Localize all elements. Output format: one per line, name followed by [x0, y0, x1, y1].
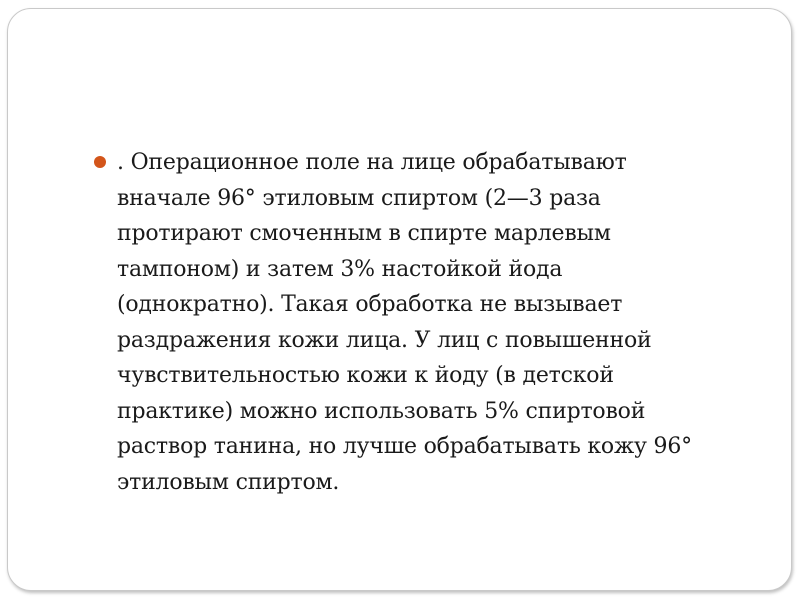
slide [7, 8, 792, 591]
bullet-dot-icon [94, 156, 106, 168]
paragraph-text: . Операционное поле на лице обрабатывают вначале 96° этиловым спиртом (2—3 раза протирают смоченным в спирте марлевым тампоном) и затем 3% настойкой йода (однократно). Такая обработка не вызывает раздражения кожи лица. У лиц с повышенной чувствительностью кожи к йоду (в детской практике) можно использовать 5% спиртовой раствор танина, но лучше обрабатывать кожу 96° этиловым спиртом. [117, 150, 692, 495]
bullet-item [94, 145, 744, 500]
